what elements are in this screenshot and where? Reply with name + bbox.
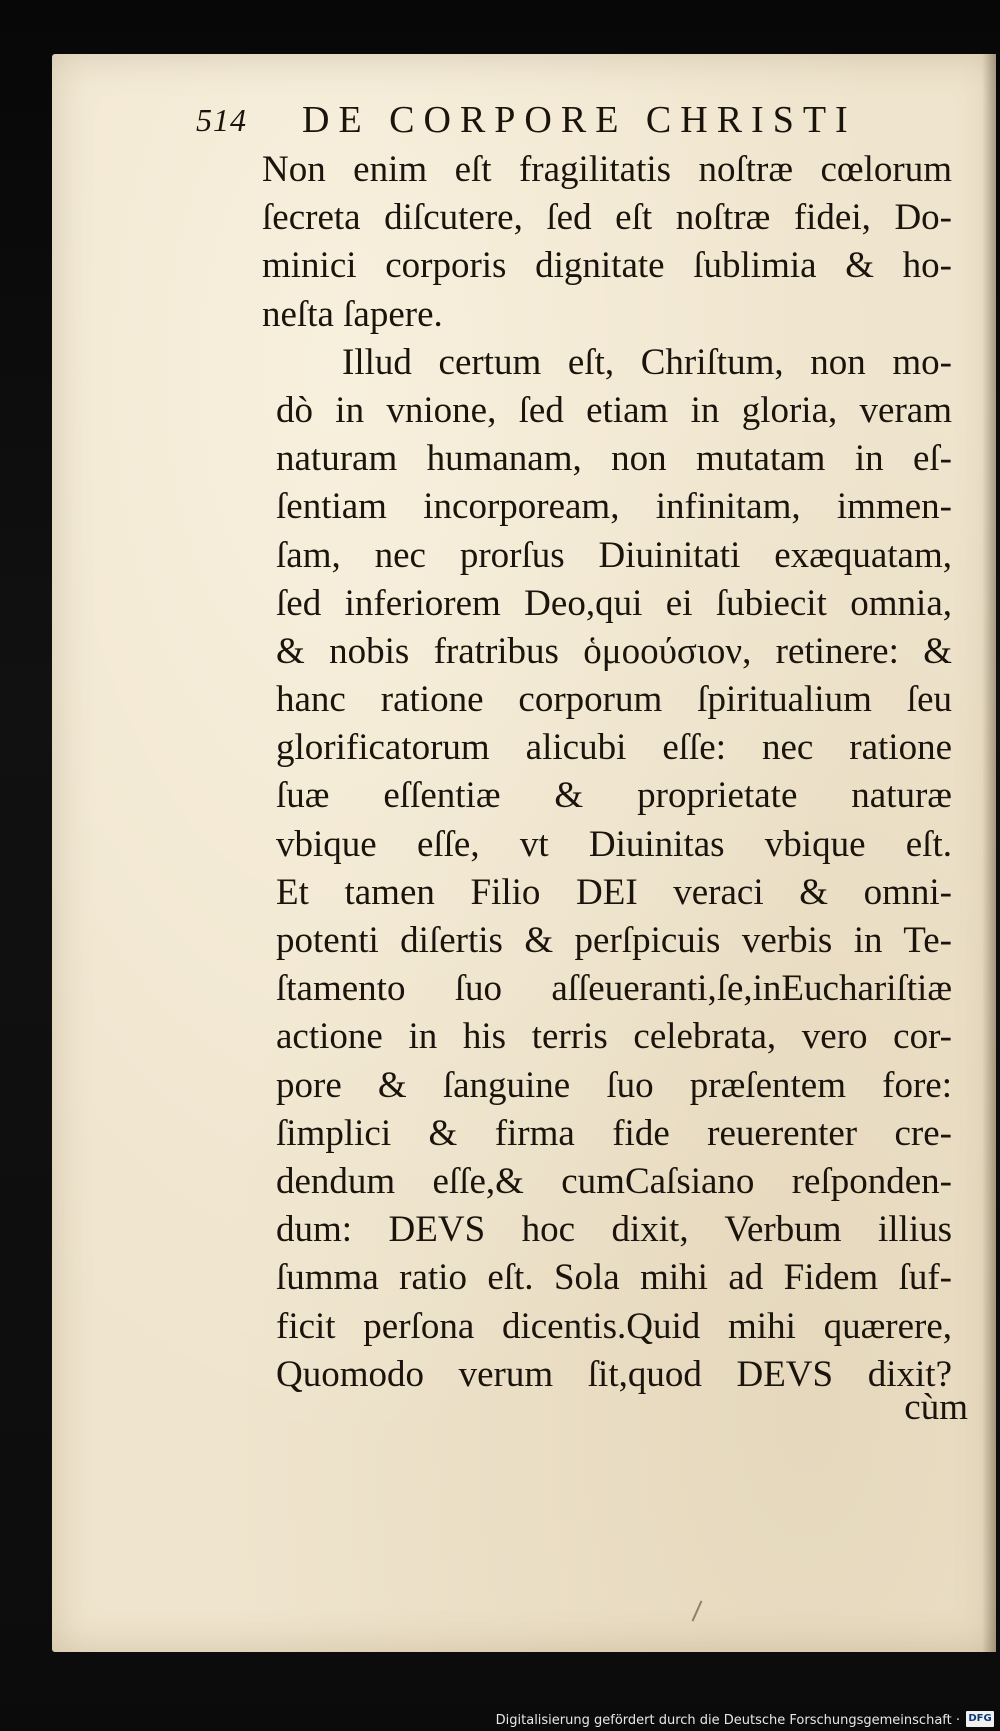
text-line: ſecreta diſcutere, ſed eſt noſtræ fidei, Do- <box>262 197 952 239</box>
text-line: potenti diſertis & perſpicuis verbis in Te- <box>276 920 952 961</box>
text-line: dendum eſſe,& cumCaſsiano reſponden- <box>276 1160 952 1202</box>
text-line: Non enim eſt fragilitatis noſtræ cœlorum <box>262 149 952 190</box>
running-head <box>196 98 916 148</box>
text-line: dò in vnione, ſed etiam in gloria, veram <box>276 389 952 431</box>
text-line: minici corporis dignitate ſublimia & ho- <box>262 245 952 287</box>
text-line: ſtamento ſuo aſſeueranti,ſe,inEuchariſtiæ <box>276 968 952 1010</box>
text-line: Et tamen Filio DEI veraci & omni- <box>276 871 952 913</box>
text-line: dum: DEVS hoc dixit, Verbum illius <box>276 1209 952 1251</box>
text-line: Illud certum eſt, Chriſtum, non mo- <box>342 341 952 383</box>
dfg-logo-badge: DFG <box>966 1711 994 1727</box>
text-line: ſimplici & firma fide reuerenter cre- <box>276 1112 952 1154</box>
text-line: ficit perſona dicentis.Quid mihi quærere, <box>276 1305 952 1347</box>
footer-credit: Digitalisierung gefördert durch die Deutsche Forschungsgemeinschaft · <box>495 1713 960 1728</box>
text-line: hanc ratione corporum ſpiritualium ſeu <box>276 679 952 721</box>
footer-bar <box>0 1705 1000 1731</box>
text-line: glorificatorum alicubi eſſe: nec ratione <box>276 727 952 769</box>
text-line: ſuæ eſſentiæ & proprietate naturæ <box>276 775 952 817</box>
text-line: pore & ſanguine ſuo præſentem fore: <box>276 1064 952 1106</box>
text-line: & nobis fratribus ὁμοούσιον, retinere: & <box>276 630 952 672</box>
page-gutter <box>982 54 996 1652</box>
page-number: 514 <box>196 102 247 138</box>
text-line: ſed inferiorem Deo,qui ei ſubiecit omnia, <box>276 582 952 624</box>
text-line: neſta ſapere. <box>262 293 443 335</box>
text-line: ſam, nec prorſus Diuinitati exæquatam, <box>276 534 952 576</box>
body-text <box>262 146 952 1399</box>
text-line: ſumma ratio eſt. Sola mihi ad Fidem ſuf- <box>276 1257 952 1299</box>
text-line: Quomodo verum ſit,quod DEVS dixit? <box>276 1353 952 1395</box>
text-line: vbique eſſe, vt Diuinitas vbique eſt. <box>276 823 952 865</box>
running-head-title: DE CORPORE CHRISTI <box>302 99 857 141</box>
text-line: naturam humanam, non mutatam in eſ- <box>276 438 952 480</box>
text-line: ſentiam incorpoream, infinitam, immen- <box>276 486 952 528</box>
catchword: cùm <box>904 1387 968 1428</box>
text-line: actione in his terris celebrata, vero cor- <box>276 1016 952 1058</box>
